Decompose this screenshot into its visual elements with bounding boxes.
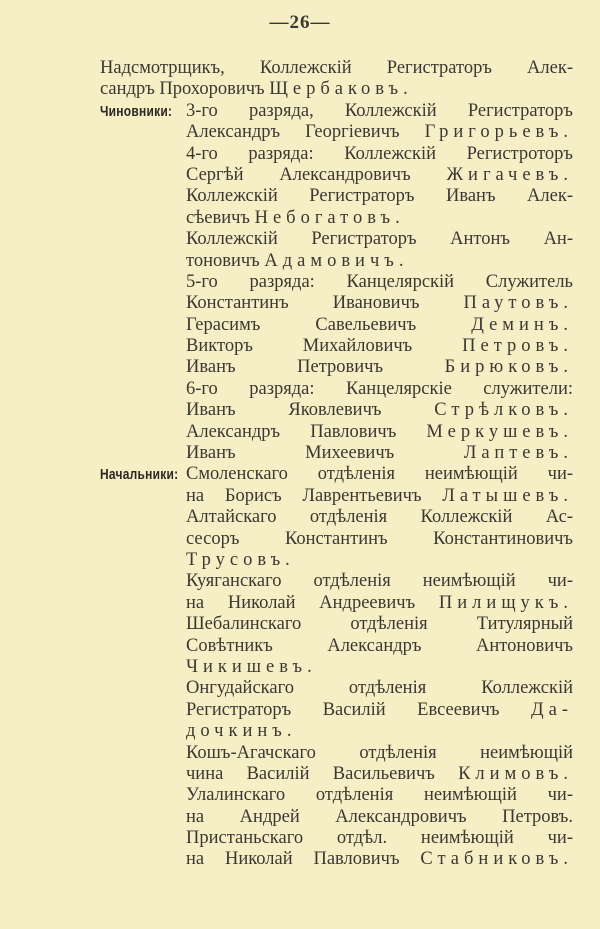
text-segment: на Борисъ Лаврентьевичъ (186, 485, 443, 506)
surname: Петровъ. (462, 336, 573, 357)
text-line (100, 464, 573, 485)
text-line (100, 700, 573, 721)
surname: Стабниковъ. (420, 849, 573, 870)
line-text (186, 785, 573, 806)
surname: Григорьевъ. (424, 122, 573, 143)
text-line (100, 229, 573, 250)
line-text (186, 507, 573, 528)
text-segment: на Николай Павловичъ (186, 849, 421, 870)
text-line (100, 165, 573, 186)
line-text (186, 443, 573, 464)
line-text (186, 272, 573, 293)
text-segment: Викторъ Михайловичъ (186, 336, 463, 357)
line-text (186, 849, 573, 870)
line-text (186, 229, 573, 250)
text-segment: 6-го разряда: Канцелярскіе служители: (186, 378, 573, 399)
text-line (100, 144, 573, 165)
text-segment: Александръ Павловичъ (186, 421, 427, 442)
text-segment: Иванъ Петровичъ (186, 357, 445, 378)
line-text (186, 400, 573, 421)
line-text (186, 357, 573, 378)
text-segment: сандръ Прохоровичъ (100, 79, 270, 100)
surname: Трусовъ. (186, 549, 295, 570)
text-segment: Иванъ Михеевичъ (186, 443, 464, 464)
line-text (100, 79, 573, 100)
line-text (186, 251, 573, 272)
text-segment: Регистраторъ Василій Евсеевичъ (186, 699, 531, 720)
page-number: —26— (269, 12, 331, 33)
text-segment: Коллежскій Регистраторъ Иванъ Алек- (186, 186, 573, 207)
surname: Щербаковъ. (269, 79, 413, 100)
text-line (100, 208, 573, 229)
surname: Чикишевъ. (186, 656, 317, 677)
text-segment: Иванъ Яковлевичъ (186, 400, 435, 421)
text-line (100, 636, 573, 657)
text-line (100, 721, 573, 742)
line-text (186, 144, 573, 165)
text-line (100, 101, 573, 122)
text-line (100, 293, 573, 314)
text-line (100, 186, 573, 207)
text-segment: Алтайскаго отдѣленія Коллежскій Ас- (186, 507, 573, 528)
text-line (100, 614, 573, 635)
text-line (100, 657, 573, 678)
text-line (100, 764, 573, 785)
surname: Паутовъ. (463, 293, 573, 314)
text-line (100, 593, 573, 614)
text-line (100, 379, 573, 400)
surname: Лаптевъ. (463, 443, 573, 464)
text-segment: Константинъ Ивановичъ (186, 293, 464, 314)
section-label: Начальники: (100, 466, 179, 484)
text-line (100, 678, 573, 699)
section-label: Чиновники: (100, 102, 173, 120)
text-segment: 5-го разряда: Канцелярскій Служитель (186, 271, 573, 292)
surname: Небогатовъ. (254, 207, 405, 228)
text-line (100, 79, 573, 100)
surname: Бирюковъ. (444, 357, 573, 378)
surname: Климовъ. (458, 763, 573, 784)
line-text (186, 336, 573, 357)
text-segment: на Николай Андреевичъ (186, 592, 439, 613)
text-segment: на Андрей Александровичъ Петровъ. (186, 806, 573, 827)
surname: Пилищукъ. (438, 592, 573, 613)
text-line (100, 743, 573, 764)
text-segment: Александръ Георгіевичъ (186, 122, 425, 143)
line-text (186, 422, 573, 443)
text-segment: Совѣтникъ Александръ Антоновичъ (186, 635, 573, 656)
line-text (186, 721, 573, 742)
text-line (100, 507, 573, 528)
text-line (100, 122, 573, 143)
text-segment: Смоленскаго отдѣленія неимѣющій чи- (186, 464, 573, 485)
text-segment: тоновичъ (186, 250, 265, 271)
line-text (186, 101, 573, 122)
text-segment: 3-го разряда, Коллежскій Регистраторъ (186, 100, 573, 121)
surname: дочкинъ. (186, 721, 297, 742)
line-text (186, 593, 573, 614)
text-line (100, 357, 573, 378)
text-segment: Коллежскій Регистраторъ Антонъ Ан- (186, 229, 573, 250)
text-line (100, 58, 573, 79)
text-line (100, 486, 573, 507)
line-text (186, 486, 573, 507)
line-text (186, 529, 573, 550)
line-text (100, 58, 573, 79)
line-text (186, 122, 573, 143)
text-segment: Шебалинскаго отдѣленія Титулярный (186, 614, 573, 635)
text-segment: сесоръ Константинъ Константиновичъ (186, 528, 573, 549)
text-line (100, 828, 573, 849)
text-segment: 4-го разряда: Коллежскій Регистроторъ (186, 143, 573, 164)
line-text (186, 743, 573, 764)
text-line (100, 251, 573, 272)
text-line (100, 529, 573, 550)
line-text (186, 678, 573, 699)
text-line (100, 807, 573, 828)
text-line (100, 849, 573, 870)
line-text (186, 186, 573, 207)
line-text (186, 293, 573, 314)
text-line (100, 550, 573, 571)
text-line (100, 400, 573, 421)
text-line (100, 336, 573, 357)
line-text (186, 828, 573, 849)
surname: Да- (531, 699, 573, 720)
surname: Деминъ. (471, 314, 573, 335)
text-segment: Пристаньскаго отдѣл. неимѣющій чи- (186, 828, 573, 849)
text-segment: Онгудайскаго отдѣленія Коллежскій (186, 678, 573, 699)
line-text (186, 636, 573, 657)
surname: Латышевъ. (442, 485, 573, 506)
line-text (186, 165, 573, 186)
line-text (186, 807, 573, 828)
text-line (100, 443, 573, 464)
surname: Жигачевъ. (446, 164, 573, 185)
surname: Адамовичъ. (264, 250, 409, 271)
line-text (186, 614, 573, 635)
text-segment: Герасимъ Савельевичъ (186, 314, 472, 335)
text-segment: Улалинскаго отдѣленія неимѣющій чи- (186, 785, 573, 806)
surname: Меркушевъ. (426, 421, 573, 442)
text-line (100, 571, 573, 592)
text-segment: Надсмотрщикъ, Коллежскій Регистраторъ Алек- (100, 58, 573, 78)
text-line (100, 785, 573, 806)
text-line (100, 422, 573, 443)
line-text (186, 379, 573, 400)
document-body (100, 58, 573, 871)
text-segment: сѣевичъ (186, 207, 255, 228)
text-segment: Сергѣй Александровичъ (186, 164, 447, 185)
text-segment: чина Василій Васильевичъ (186, 763, 459, 784)
line-text (186, 208, 573, 229)
line-text (186, 657, 573, 678)
text-segment: Куяганскаго отдѣленія неимѣющій чи- (186, 571, 573, 592)
surname: Стрѣлковъ. (434, 400, 573, 421)
text-line (100, 272, 573, 293)
line-text (186, 764, 573, 785)
text-segment: Кошъ-Агачскаго отдѣленія неимѣющій (186, 742, 573, 763)
line-text (186, 571, 573, 592)
line-text (186, 700, 573, 721)
line-text (186, 464, 573, 485)
text-line (100, 315, 573, 336)
line-text (186, 315, 573, 336)
line-text (186, 550, 573, 571)
